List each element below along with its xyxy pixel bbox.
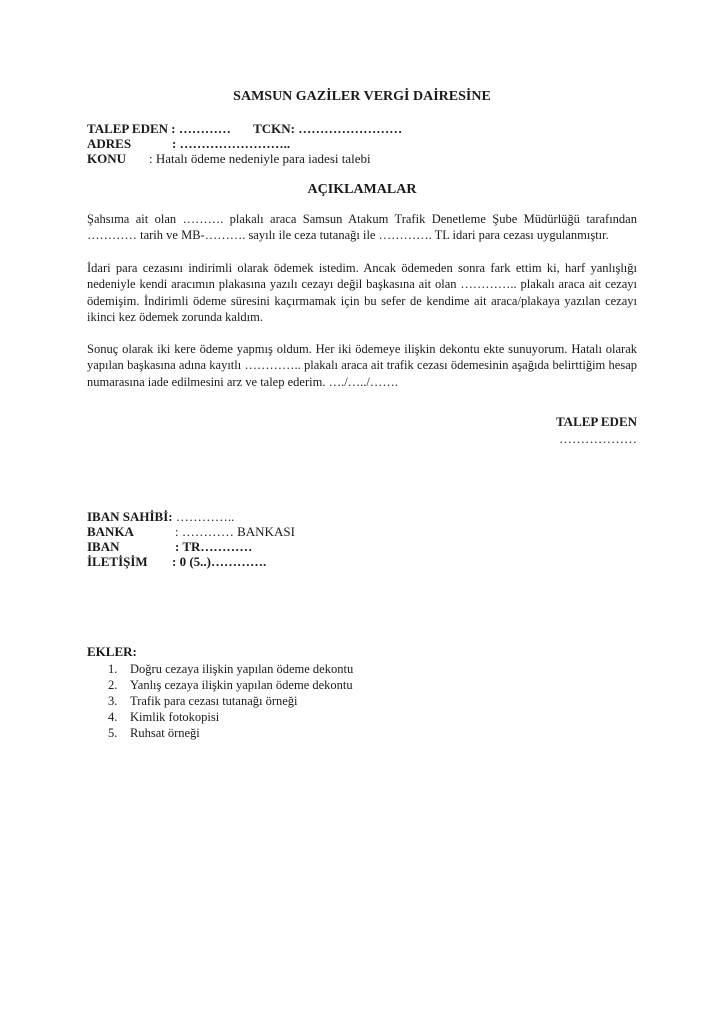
address-label: ADRES <box>87 136 132 151</box>
requester-value: ………… <box>178 121 231 136</box>
signature-value: ……………… <box>559 431 637 446</box>
subject-value: : Hatalı ödeme nedeniyle para iadesi talebi <box>149 151 371 166</box>
iban-line <box>87 539 252 555</box>
bank-label: BANKA <box>87 524 134 539</box>
list-item: 3. Trafik para cezası tutanağı örneği <box>108 694 298 708</box>
iban-owner-label: IBAN SAHİBİ: <box>87 509 173 524</box>
document-title: SAMSUN GAZİLER VERGİ DAİRESİNE <box>233 89 491 104</box>
requester-line <box>87 121 402 137</box>
paragraph-1: Şahsıma ait olan ………. plakalı araca Samsun Atakum Trafik Denetleme Şube Müdürlüğü tarafından ………… tarih ve MB-………. sayılı ile ceza tutanağı ile …………. TL idari para cezası uygulanmıştır. <box>87 212 637 243</box>
list-item: 2. Yanlış cezaya ilişkin yapılan ödeme dekontu <box>108 678 353 692</box>
bank-line <box>87 524 295 540</box>
contact-value: : 0 (5..)…………. <box>172 554 267 569</box>
address-line <box>87 136 290 152</box>
list-item: 5. Ruhsat örneği <box>108 726 200 740</box>
subject-line <box>87 151 371 167</box>
iban-label: IBAN <box>87 539 120 554</box>
section-title: AÇIKLAMALAR <box>307 182 417 197</box>
paragraph-3: Sonuç olarak iki kere ödeme yapmış oldum. Her iki ödemeye ilişkin dekontu ekte sunuyorum. Hatalı olarak yapılan başkasına adına kayıtlı ………….. plakalı araca ait trafik cezası ödemesinin aşağıda belirttiğim hesap numarasına iade edilmesini arz ve talep ederim. …./…../……. <box>87 342 637 389</box>
requester-label: TALEP EDEN : <box>87 121 176 136</box>
signature-label: TALEP EDEN <box>555 414 637 429</box>
paragraph-2: İdari para cezasını indirimli olarak ödemek istedim. Ancak ödemeden sonra fark ettim ki, harf yanlışlığı nedeniyle kendi aracımın plakasına yazılı cezayı değil başkasına ait olan ………….. plakalı araca ait cezayı ödemişim. İndirimli ödeme süresini kaçırmamak için bu sefer de kendime ait araca/plakaya yazılan cezayı ikinci kez ödemek zorunda kaldım. <box>87 261 637 324</box>
annexes-title: EKLER: <box>87 644 137 659</box>
list-item: 4. Kimlik fotokopisi <box>108 710 220 724</box>
subject-label: KONU <box>87 151 126 166</box>
address-value: : …………………….. <box>172 136 291 151</box>
annex-list <box>108 661 353 741</box>
list-item: 1. Doğru cezaya ilişkin yapılan ödeme dekontu <box>108 662 354 676</box>
bank-value: : ………… BANKASI <box>175 524 295 539</box>
iban-owner-value: ………….. <box>175 509 235 524</box>
contact-label: İLETİŞİM <box>87 554 148 569</box>
tckn-value: …………………… <box>298 121 403 136</box>
iban-owner-line <box>87 509 234 525</box>
tckn-label: TCKN: <box>253 121 296 136</box>
contact-line <box>87 554 266 570</box>
iban-value: : TR………… <box>175 539 253 554</box>
